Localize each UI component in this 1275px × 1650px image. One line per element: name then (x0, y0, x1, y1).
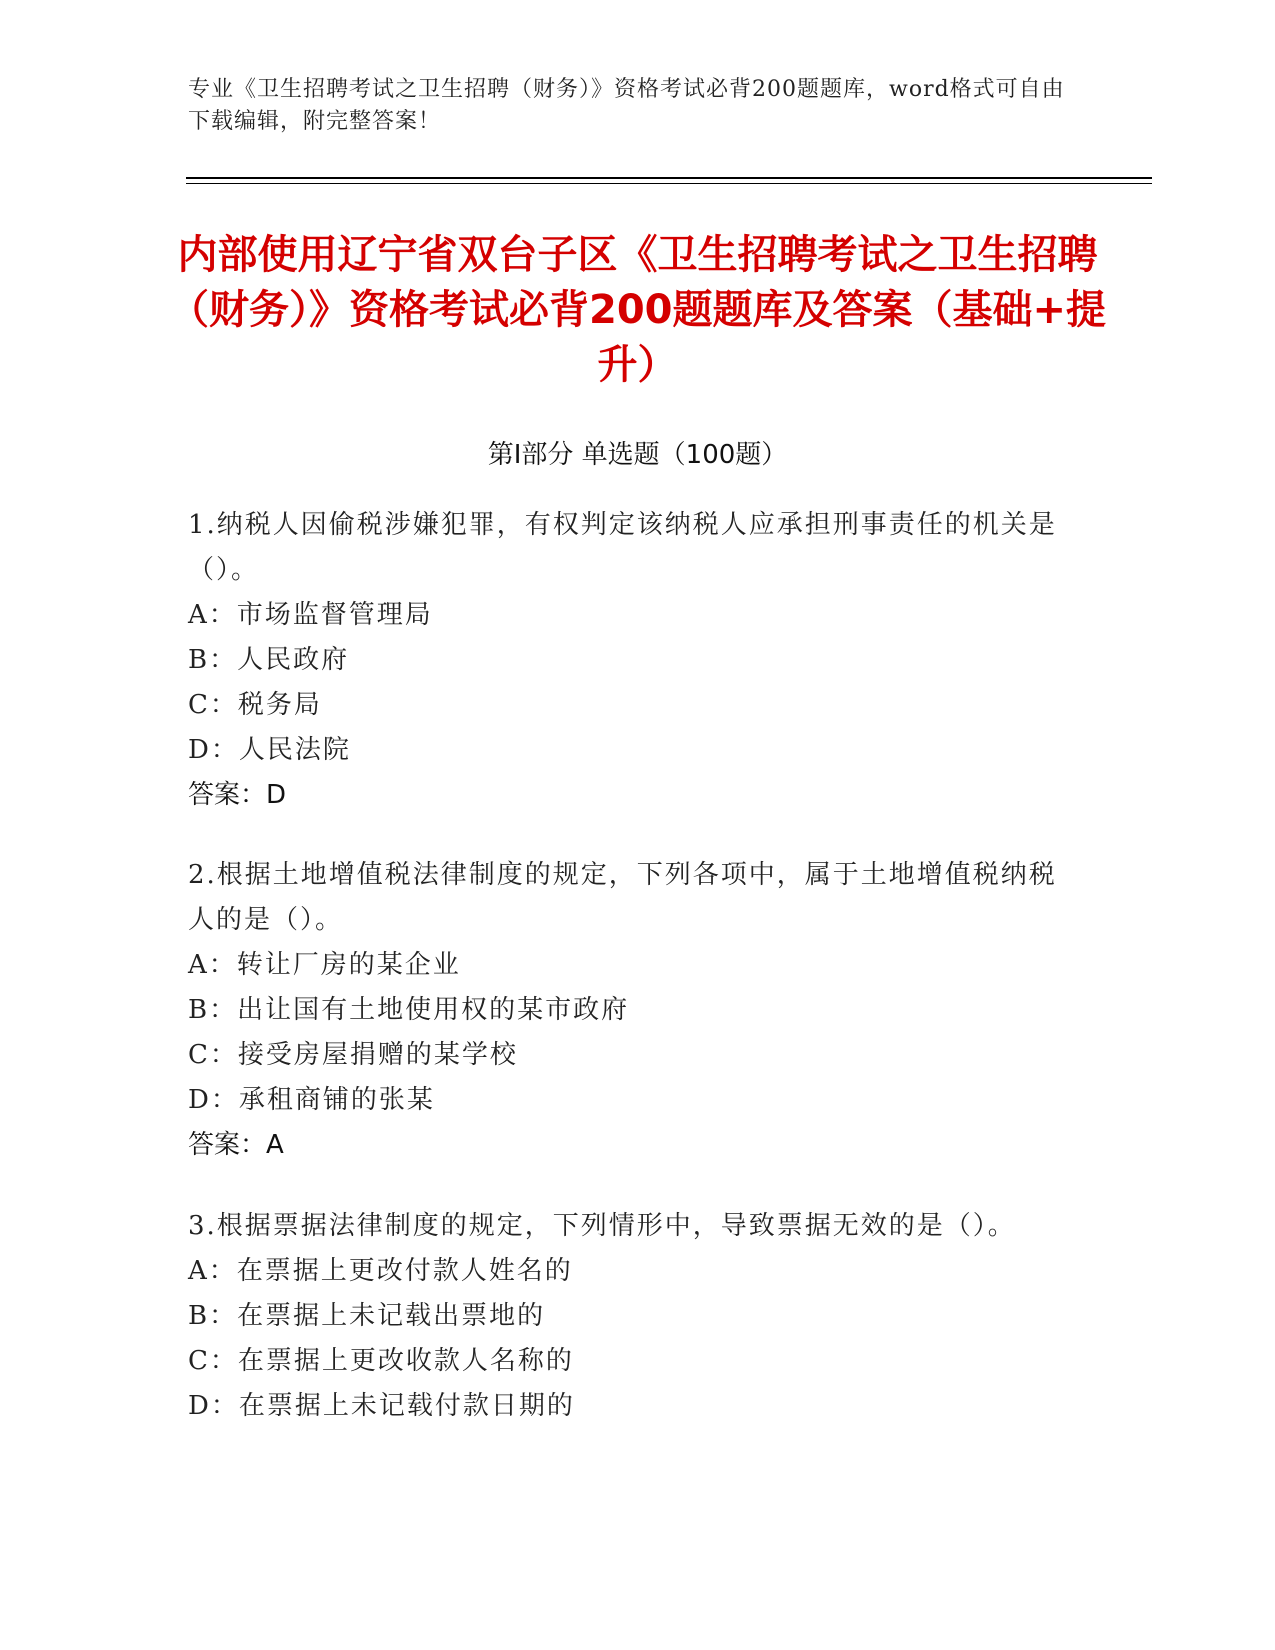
header-rule-thick (186, 177, 1152, 179)
answer: 答案：A (188, 1130, 284, 1160)
header-note: 专业《卫生招聘考试之卫生招聘（财务）》资格考试必背200题题库，word格式可自由下载编辑，附完整答案！ (188, 77, 1065, 134)
option-c: C：在票据上更改收款人名称的 (188, 1346, 574, 1376)
option-b: B：出让国有土地使用权的某市政府 (188, 995, 630, 1025)
question-2 (188, 853, 1068, 1168)
option-c: C：税务局 (188, 690, 322, 720)
option-a: A：转让厂房的某企业 (188, 950, 461, 980)
question-stem: 2.根据土地增值税法律制度的规定，下列各项中，属于土地增值税纳税人的是（）。 (188, 860, 1057, 935)
question-3 (188, 1204, 1068, 1429)
option-a: A：市场监督管理局 (188, 600, 433, 630)
option-a: A：在票据上更改付款人姓名的 (188, 1256, 573, 1286)
option-d: D：在票据上未记载付款日期的 (188, 1391, 575, 1421)
document-title: 内部使用辽宁省双台子区《卫生招聘考试之卫生招聘（财务）》资格考试必背200题题库及答案（基础+提升） (168, 232, 1106, 388)
option-b: B：在票据上未记载出票地的 (188, 1301, 546, 1331)
option-b: B：人民政府 (188, 645, 350, 675)
question-stem: 3.根据票据法律制度的规定，下列情形中，导致票据无效的是（）。 (188, 1211, 1016, 1241)
option-d: D：人民法院 (188, 735, 351, 765)
option-c: C：接受房屋捐赠的某学校 (188, 1040, 518, 1070)
question-stem: 1.纳税人因偷税涉嫌犯罪，有权判定该纳税人应承担刑事责任的机关是（）。 (188, 510, 1057, 585)
section-heading: 第Ⅰ部分 单选题（100题） (487, 440, 788, 470)
header-rule-thin (186, 183, 1152, 184)
question-1 (188, 503, 1068, 818)
option-d: D：承租商铺的张某 (188, 1085, 435, 1115)
answer: 答案：D (188, 780, 287, 810)
